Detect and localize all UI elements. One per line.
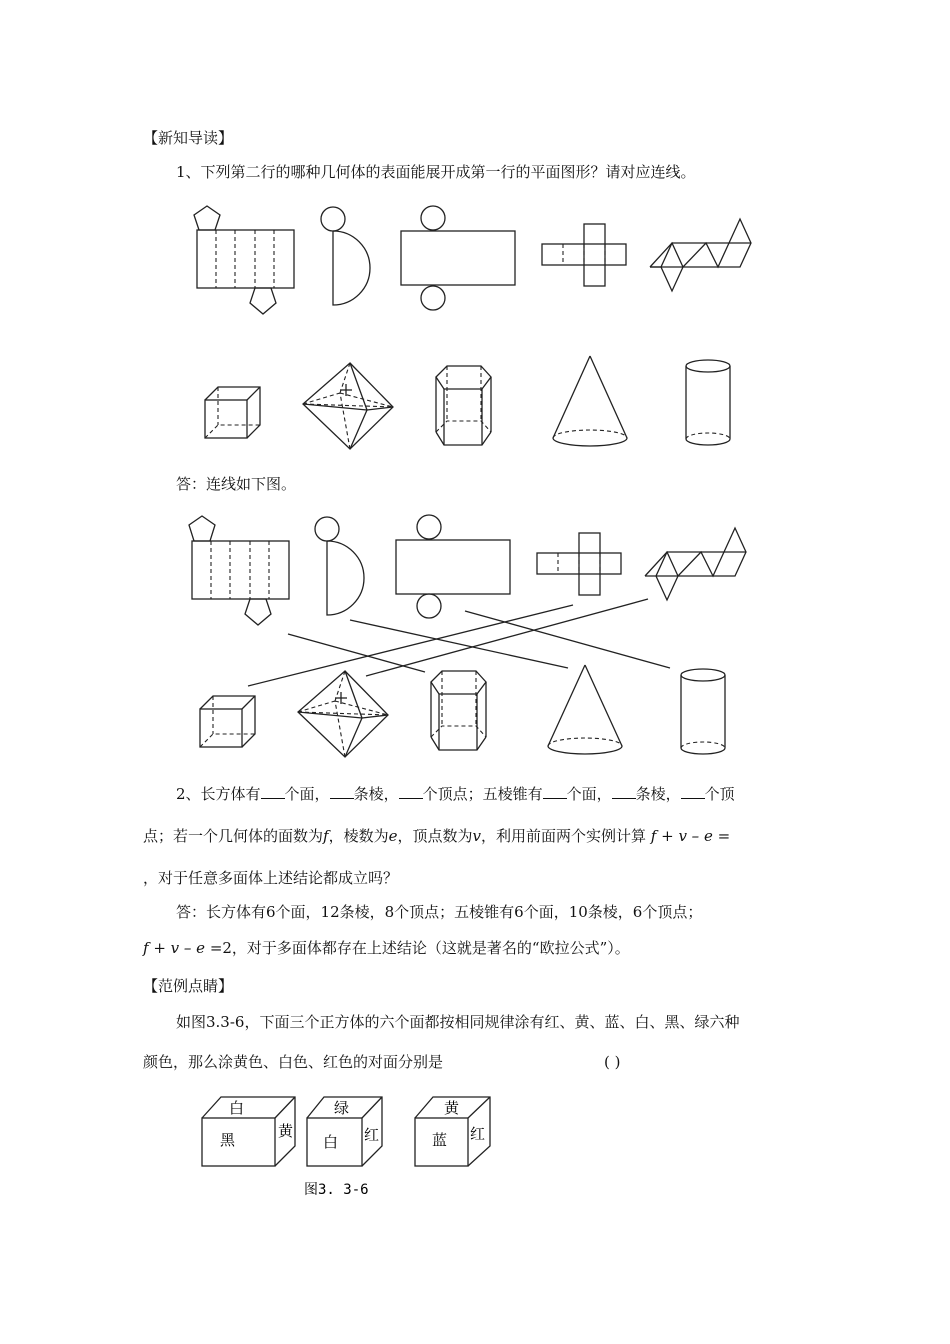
color-cube-2: [307, 1097, 382, 1166]
cube-2-side-label: 红: [364, 1126, 380, 1144]
octahedron-solid: [303, 363, 393, 449]
q2-text: ，利用前面两个实例计算: [480, 827, 646, 845]
q2-part: 个顶点；五棱锥有: [422, 785, 543, 803]
q2-part: 条棱，: [353, 785, 399, 803]
q2-part: 个面，: [566, 785, 612, 803]
cube-2-front-label: 白: [323, 1133, 339, 1151]
cube-3-front-label: 蓝: [432, 1131, 448, 1149]
q2-part: 个面，: [284, 785, 330, 803]
answer-parentheses: ( ): [604, 1053, 621, 1071]
answer-cone-net: [315, 517, 364, 615]
color-cube-3: [415, 1097, 490, 1166]
octahedron-net: [650, 219, 751, 291]
euler-formula: f + v – e =: [650, 827, 731, 845]
cylinder-solid: [686, 360, 730, 445]
q2-part: 条棱，: [635, 785, 681, 803]
answer-cylinder-net: [396, 515, 510, 618]
q2-text: 点；若一个几何体的面数为: [143, 827, 324, 845]
cone-net: [321, 207, 370, 305]
line-cylinder-net-to-cylinder: [465, 611, 670, 668]
line-cube-net-to-cube: [248, 605, 573, 686]
cube-3-top-label: 黄: [444, 1099, 460, 1117]
line-octa-net-to-octahedron: [366, 599, 648, 676]
q2-part: 个顶: [704, 785, 735, 803]
line-prism-net-to-prism: [288, 634, 425, 672]
cube-1-top-label: 白: [229, 1099, 245, 1117]
answer-cube-solid: [200, 696, 255, 747]
connection-lines: [248, 599, 670, 686]
answer-cylinder-solid: [681, 669, 725, 754]
q2-part: 2、长方体有: [176, 785, 261, 803]
var-f: f: [323, 827, 329, 845]
q2-text: ，棱数为: [328, 827, 389, 845]
cylinder-net: [401, 206, 515, 310]
cone-solid: [553, 356, 627, 446]
cube-2-top-label: 绿: [334, 1099, 350, 1117]
example-line-1: 如图3.3-6，下面三个正方体的六个面都按相同规律涂有红、黄、蓝、白、黑、绿六种: [176, 1013, 740, 1031]
answer-pentagonal-prism-solid: [431, 671, 486, 750]
q2-answer-text: =2，对于多面体都存在上述结论（这就是著名的“欧拉公式”）。: [205, 939, 630, 957]
answer-octahedron-net: [645, 528, 746, 600]
answer-pentagonal-prism-net: [189, 516, 289, 625]
var-e: e: [388, 827, 398, 845]
pentagonal-prism-net: [194, 206, 294, 314]
example-line-2: 颜色，那么涂黄色、白色、红色的对面分别是: [143, 1053, 444, 1071]
section-title-new-knowledge: 【新知导读】: [143, 129, 234, 147]
cube-1-front-label: 黑: [220, 1131, 236, 1149]
section-title-examples: 【范例点睛】: [143, 977, 234, 995]
cube-solid: [205, 387, 260, 438]
cube-1-side-label: 黄: [278, 1122, 294, 1140]
figure-caption: 图3. 3-6: [304, 1182, 369, 1198]
question-2-line-3: ，对于任意多面体上述结论都成立吗？: [143, 869, 399, 887]
q2-text: ，顶点数为: [397, 827, 473, 845]
answer-octahedron-solid: [298, 671, 388, 757]
question-2-answer-1: 答：长方体有6个面，12条棱，8个顶点；五棱锥有6个面，10条棱，6个顶点；: [176, 903, 703, 921]
answer-cone-solid: [548, 665, 622, 754]
euler-formula: f + v – e: [143, 939, 206, 957]
pentagonal-prism-solid: [436, 366, 491, 445]
question-1-text: 1、下列第二行的哪种几何体的表面能展开成第一行的平面图形？请对应连线。: [176, 163, 696, 181]
question-1-answer: 答：连线如下图。: [176, 475, 297, 493]
cube-3-side-label: 红: [470, 1125, 486, 1143]
cube-net: [542, 224, 626, 286]
color-cube-1: [202, 1097, 295, 1166]
var-v: v: [472, 827, 481, 845]
answer-cube-net: [537, 533, 621, 595]
